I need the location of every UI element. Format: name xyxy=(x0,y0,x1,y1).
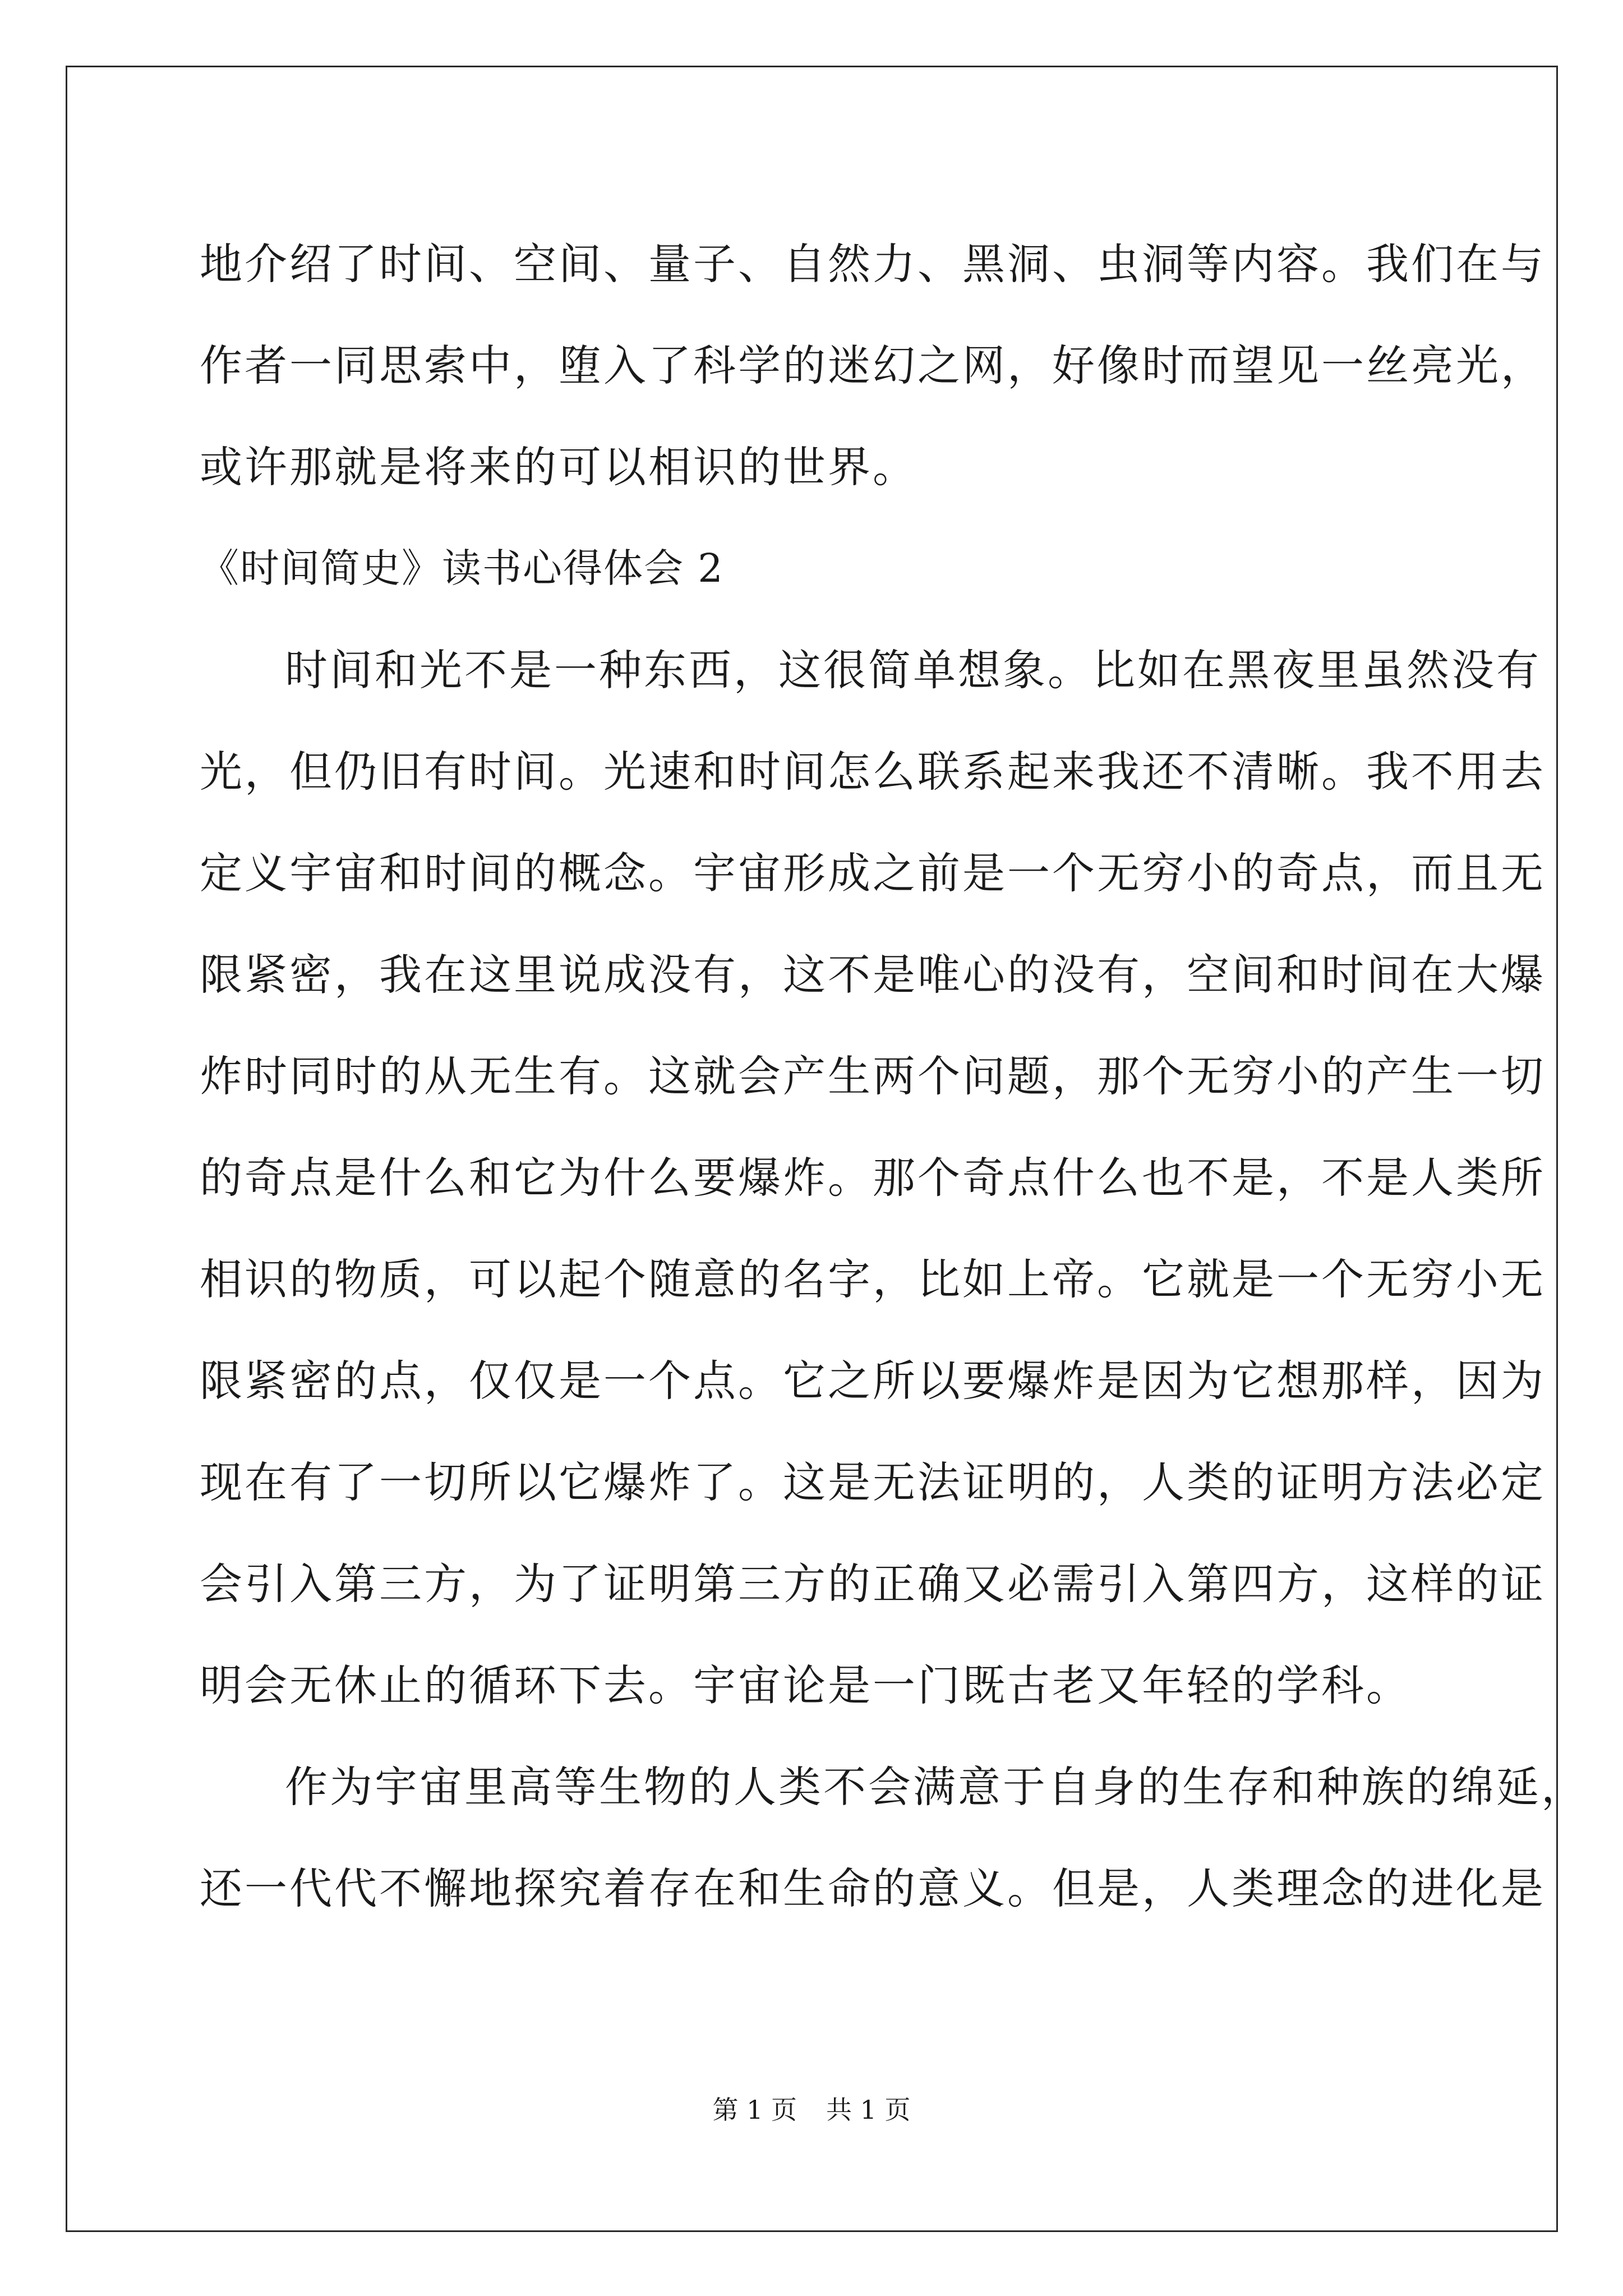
text-line: 作者一同思索中，堕入了科学的迷幻之网，好像时而望见一丝亮光， xyxy=(200,341,1546,390)
text-line: 定义宇宙和时间的概念。宇宙形成之前是一个无穷小的奇点，而且无 xyxy=(200,848,1546,898)
document-body xyxy=(200,213,1586,1939)
text-line: 或许那就是将来的可以相识的世界。 xyxy=(200,442,917,492)
text-line: 会引入第三方，为了证明第三方的正确又必需引入第四方，这样的证 xyxy=(200,1559,1546,1609)
text-line: 炸时同时的从无生有。这就会产生两个问题，那个无穷小的产生一切 xyxy=(200,1051,1546,1101)
text-line: 明会无休止的循环下去。宇宙论是一门既古老又年轻的学科。 xyxy=(200,1660,1411,1710)
text-line: 还一代代不懈地探究着存在和生命的意义。但是，人类理念的进化是 xyxy=(200,1864,1546,1913)
paragraph-first-line: 作为宇宙里高等生物的人类不会满意于自身的生存和种族的绵延， xyxy=(285,1762,1586,1812)
page-footer xyxy=(0,2090,1623,2127)
text-line: 现在有了一切所以它爆炸了。这是无法证明的，人类的证明方法必定 xyxy=(200,1457,1546,1507)
text-line: 的奇点是什么和它为什么要爆炸。那个奇点什么也不是，不是人类所 xyxy=(200,1153,1546,1203)
text-line: 光，但仍旧有时间。光速和时间怎么联系起来我还不清晰。我不用去 xyxy=(200,747,1546,797)
text-line: 限紧密的点，仅仅是一个点。它之所以要爆炸是因为它想那样，因为 xyxy=(200,1356,1546,1406)
text-line: 地介绍了时间、空间、量子、自然力、黑洞、虫洞等内容。我们在与 xyxy=(200,239,1546,289)
text-line: 限紧密，我在这里说成没有，这不是唯心的没有，空间和时间在大爆 xyxy=(200,950,1546,1000)
section-heading: 《时间简史》读书心得体会 2 xyxy=(200,545,724,591)
page-number-total: 共 1 页 xyxy=(826,2095,911,2125)
page-number-current: 第 1 页 xyxy=(712,2095,797,2125)
text-line: 相识的物质，可以起个随意的名字，比如上帝。它就是一个无穷小无 xyxy=(200,1254,1546,1304)
paragraph-first-line: 时间和光不是一种东西，这很简单想象。比如在黑夜里虽然没有 xyxy=(285,645,1541,695)
